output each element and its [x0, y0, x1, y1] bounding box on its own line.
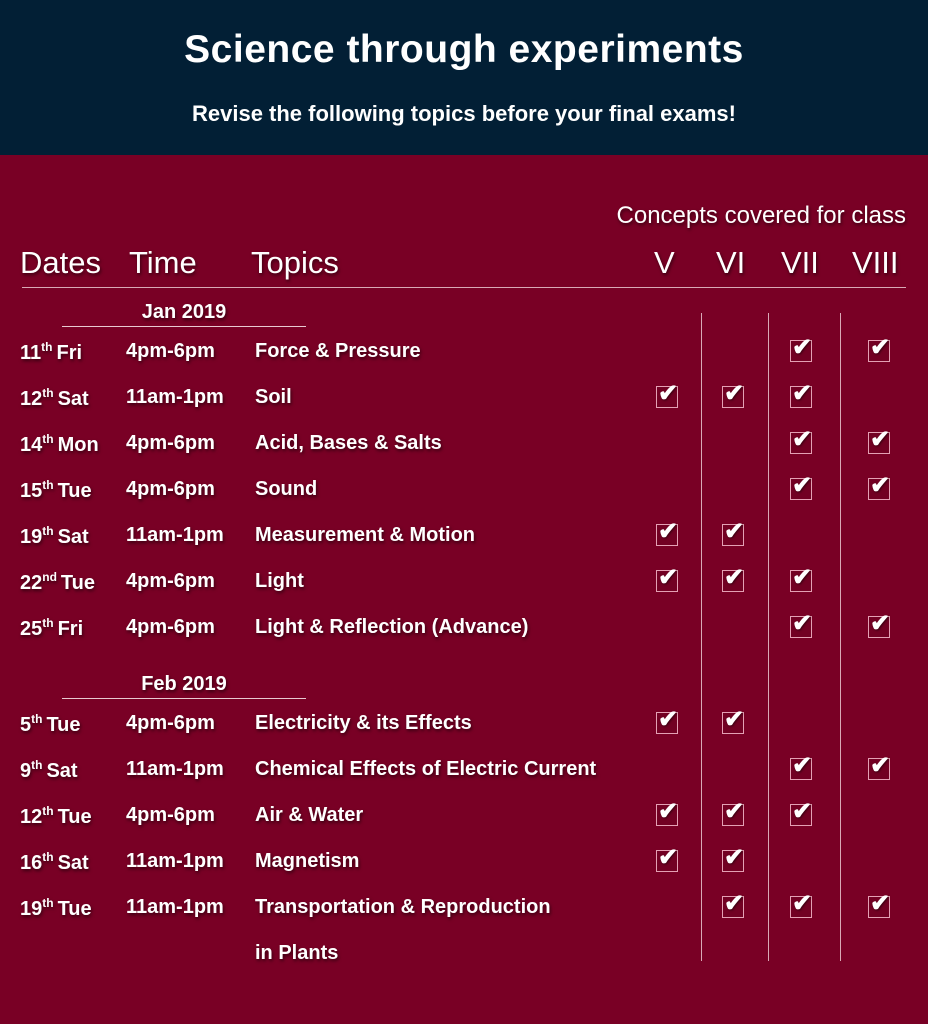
date-cell: [20, 616, 83, 641]
checkbox-checked-icon: ✔: [870, 472, 891, 499]
checkbox-checked-icon: ✔: [658, 844, 679, 871]
date-weekday: Tue: [46, 714, 81, 736]
checkbox-checked-icon: ✔: [724, 890, 745, 917]
time-cell: 11am-1pm: [126, 896, 224, 918]
date-cell: [20, 478, 92, 503]
checkbox-checked-icon: ✔: [658, 380, 679, 407]
topic-cell: Acid, Bases & Salts: [255, 432, 442, 454]
checkbox-checked-icon: ✔: [792, 334, 813, 361]
date-day: 12: [20, 388, 43, 410]
time-cell: 4pm-6pm: [126, 616, 215, 638]
topic-cell: Light & Reflection (Advance): [255, 616, 529, 638]
time-cell: 4pm-6pm: [126, 804, 215, 826]
date-weekday: Sat: [57, 526, 89, 548]
date-day: 12: [20, 806, 43, 828]
date-day: 19: [20, 526, 43, 548]
checkbox-checked-icon: ✔: [870, 752, 891, 779]
date-suffix: nd: [42, 570, 57, 584]
date-suffix: th: [42, 616, 54, 630]
table-row: [0, 558, 928, 604]
date-weekday: Sat: [46, 760, 78, 782]
checkbox-checked-icon: ✔: [792, 610, 813, 637]
table-row: [0, 604, 928, 650]
topic-cell-continued: in Plants: [255, 942, 339, 964]
checkbox-checked-icon: ✔: [724, 564, 745, 591]
checkbox-checked-icon: ✔: [870, 334, 891, 361]
col-header-class-v: V: [654, 245, 675, 280]
date-weekday: Tue: [57, 480, 92, 502]
checkbox-checked-icon: ✔: [792, 798, 813, 825]
date-day: 11: [20, 342, 42, 364]
table-row: [0, 466, 928, 512]
date-day: 15: [20, 480, 43, 502]
topic-cell: Force & Pressure: [255, 340, 421, 362]
date-weekday: Tue: [57, 898, 92, 920]
col-header-time: Time: [129, 245, 197, 280]
checkbox-checked-icon: ✔: [792, 426, 813, 453]
checkbox-checked-icon: ✔: [792, 890, 813, 917]
month-label: Feb 2019: [141, 673, 227, 695]
date-suffix: th: [41, 340, 53, 354]
time-cell: 11am-1pm: [126, 524, 224, 546]
topic-cell: Magnetism: [255, 850, 360, 872]
checkbox-checked-icon: ✔: [724, 706, 745, 733]
date-suffix: th: [42, 432, 54, 446]
table-row: [0, 374, 928, 420]
topic-cell: Transportation & Reproduction: [255, 896, 551, 918]
checkbox-checked-icon: ✔: [658, 564, 679, 591]
table-row: [0, 838, 928, 884]
topic-cell: Light: [255, 570, 304, 592]
checkbox-checked-icon: ✔: [870, 890, 891, 917]
date-suffix: th: [42, 850, 54, 864]
date-weekday: Fri: [56, 342, 83, 364]
col-header-class-viii: VIII: [852, 245, 899, 280]
table-row: [0, 328, 928, 374]
table-row-continuation: [0, 930, 928, 976]
date-cell: [20, 340, 82, 365]
date-weekday: Tue: [60, 572, 95, 594]
date-weekday: Tue: [57, 806, 92, 828]
date-cell: [20, 896, 92, 921]
topic-cell: Electricity & its Effects: [255, 712, 472, 734]
page-title: Science through experiments: [184, 28, 744, 71]
date-suffix: th: [31, 712, 43, 726]
date-day: 14: [20, 434, 43, 456]
date-suffix: th: [42, 386, 54, 400]
month-header: [0, 290, 928, 328]
time-cell: 11am-1pm: [126, 386, 224, 408]
table-row: [0, 512, 928, 558]
time-cell: 4pm-6pm: [126, 432, 215, 454]
page-subtitle: Revise the following topics before your final exams!: [191, 101, 736, 126]
checkbox-checked-icon: ✔: [792, 380, 813, 407]
col-header-class-vii: VII: [781, 245, 819, 280]
topic-cell: Measurement & Motion: [255, 524, 476, 546]
date-cell: [20, 570, 95, 595]
time-cell: 11am-1pm: [126, 850, 224, 872]
col-header-topics: Topics: [251, 245, 339, 280]
checkbox-checked-icon: ✔: [870, 610, 891, 637]
checkbox-checked-icon: ✔: [724, 380, 745, 407]
month-underline: [62, 698, 306, 699]
date-day: 19: [20, 898, 43, 920]
time-cell: 11am-1pm: [126, 758, 224, 780]
checkbox-checked-icon: ✔: [724, 844, 745, 871]
date-weekday: Fri: [57, 618, 84, 640]
schedule-list: [0, 290, 928, 976]
topic-cell: Sound: [255, 478, 318, 500]
checkbox-checked-icon: ✔: [658, 706, 679, 733]
checkbox-checked-icon: ✔: [792, 564, 813, 591]
date-day: 22: [20, 572, 43, 594]
header: [0, 0, 928, 155]
month-header: [0, 662, 928, 700]
date-suffix: th: [31, 758, 43, 772]
date-suffix: th: [42, 804, 54, 818]
col-header-dates: Dates: [20, 245, 101, 280]
date-day: 25: [20, 618, 43, 640]
date-cell: [20, 850, 89, 875]
checkbox-checked-icon: ✔: [658, 798, 679, 825]
topic-cell: Soil: [255, 386, 292, 408]
table-row: [0, 746, 928, 792]
date-day: 9: [20, 760, 32, 782]
date-suffix: th: [42, 478, 54, 492]
checkbox-checked-icon: ✔: [724, 798, 745, 825]
date-cell: [20, 804, 92, 829]
time-cell: 4pm-6pm: [126, 340, 215, 362]
date-cell: [20, 524, 89, 549]
topic-cell: Air & Water: [255, 804, 364, 826]
checkbox-checked-icon: ✔: [792, 472, 813, 499]
date-weekday: Sat: [57, 388, 89, 410]
table-row: [0, 700, 928, 746]
time-cell: 4pm-6pm: [126, 712, 215, 734]
date-weekday: Mon: [57, 434, 99, 456]
checkbox-checked-icon: ✔: [658, 518, 679, 545]
time-cell: 4pm-6pm: [126, 478, 215, 500]
table-row: [0, 420, 928, 466]
table-row: [0, 884, 928, 930]
table-row: [0, 792, 928, 838]
month-underline: [62, 326, 306, 327]
date-cell: [20, 432, 99, 457]
date-cell: [20, 712, 81, 737]
checkbox-checked-icon: ✔: [724, 518, 745, 545]
date-day: 5: [20, 714, 32, 736]
date-cell: [20, 386, 89, 411]
col-header-class-vi: VI: [716, 245, 746, 280]
topic-cell: Chemical Effects of Electric Current: [255, 758, 597, 780]
checkbox-checked-icon: ✔: [870, 426, 891, 453]
date-day: 16: [20, 852, 43, 874]
date-suffix: th: [42, 524, 54, 538]
header-divider: [22, 287, 906, 288]
checkbox-checked-icon: ✔: [792, 752, 813, 779]
concepts-label: Concepts covered for class: [616, 202, 906, 229]
month-label: Jan 2019: [141, 301, 227, 323]
date-cell: [20, 758, 78, 783]
date-suffix: th: [42, 896, 54, 910]
time-cell: 4pm-6pm: [126, 570, 215, 592]
date-weekday: Sat: [57, 852, 89, 874]
